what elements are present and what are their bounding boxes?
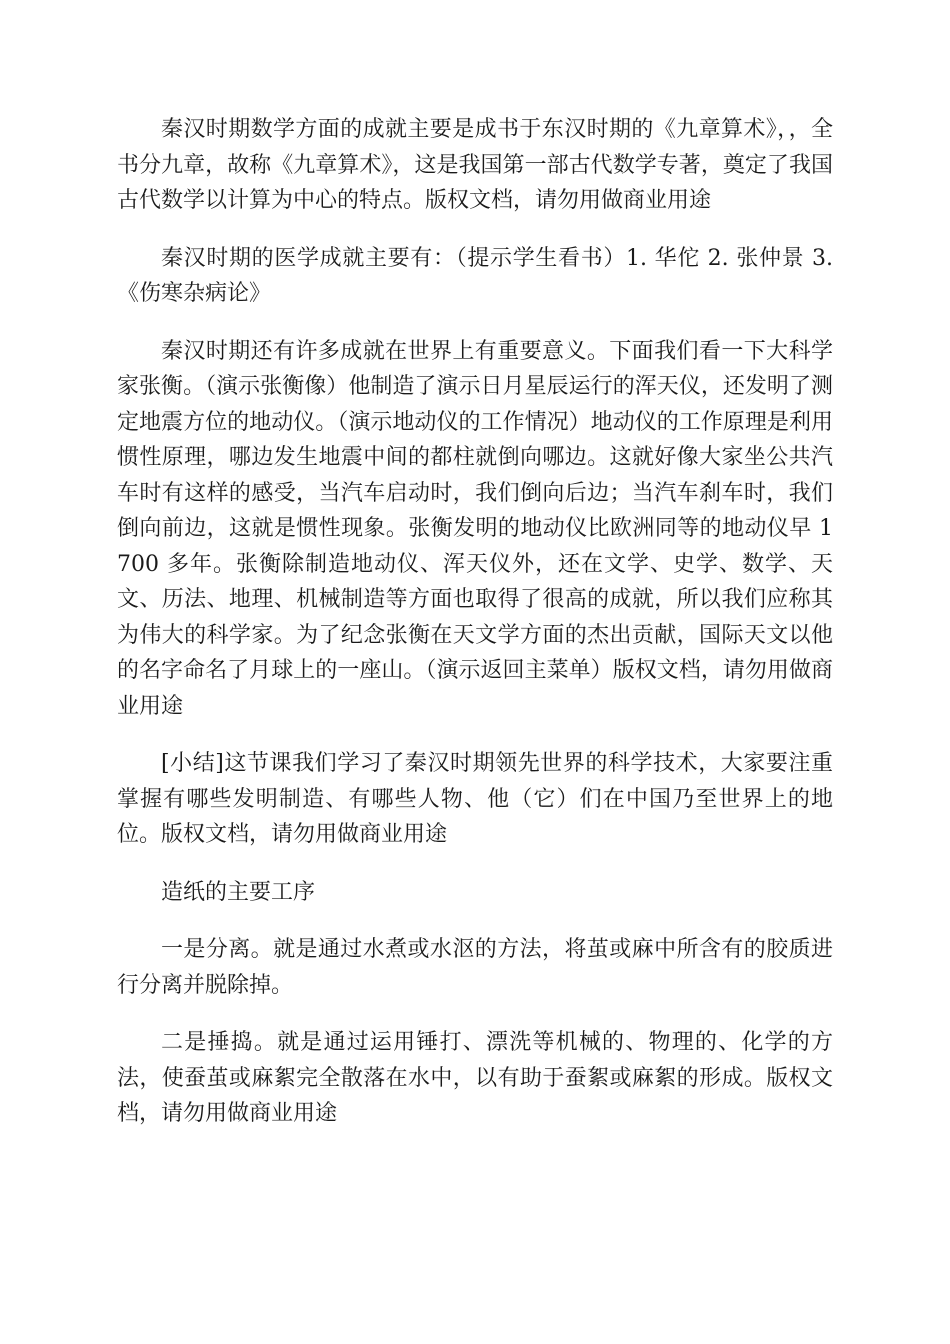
paragraph-pounding-step: 二是捶捣。就是通过运用锤打、漂洗等机械的、物理的、化学的方法，使蚕茧或麻絮完全散落在水中，以有助于蚕絮或麻絮的形成。版权文档，请勿用做商业用途 [117,1030,833,1126]
paragraph-summary: [小结]这节课我们学习了秦汉时期领先世界的科学技术，大家要注重掌握有哪些发明制造、有哪些人物、他（它）们在中国乃至世界上的地位。版权文档，请勿用做商业用途 [117,751,833,847]
paragraph-medical-achievements: 秦汉时期的医学成就主要有：（提示学生看书）1. 华佗 2. 张仲景 3.《伤寒杂病论》 [117,245,833,306]
document-page [117,112,833,1154]
paragraph-math-achievements: 秦汉时期数学方面的成就主要是成书于东汉时期的《九章算术》，，全书分九章，故称《九章算术》，这是我国第一部古代数学专著，奠定了我国古代数学以计算为中心的特点。版权文档，请勿用做商业用途 [117,117,833,213]
section-heading-papermaking: 造纸的主要工序 [161,879,316,905]
paragraph-separation-step: 一是分离。就是通过水煮或水沤的方法，将茧或麻中所含有的胶质进行分离并脱除掉。 [117,937,833,998]
paragraph-zhang-heng: 秦汉时期还有许多成就在世界上有重要意义。下面我们看一下大科学家张衡。（演示张衡像）他制造了演示日月星辰运行的浑天仪，还发明了测定地震方位的地动仪。（演示地动仪的工作情况）地动仪的工作原理是利用惯性原理，哪边发生地震中间的都柱就倒向哪边。这就好像大家坐公共汽车时有这样的感受，当汽车启动时，我们倒向后边；当汽车刹车时，我们倒向前边，这就是惯性现象。张衡发明的地动仪比欧洲同等的地动仪早 1700 多年。张衡除制造地动仪、浑天仪外，还在文学、史学、数学、天文、历法、地理、机械制造等方面也取得了很高的成就，所以我们应称其为伟大的科学家。为了纪念张衡在天文学方面的杰出贡献，国际天文以他的名字命名了月球上的一座山。（演示返回主菜单）版权文档，请勿用做商业用途 [117,338,833,719]
